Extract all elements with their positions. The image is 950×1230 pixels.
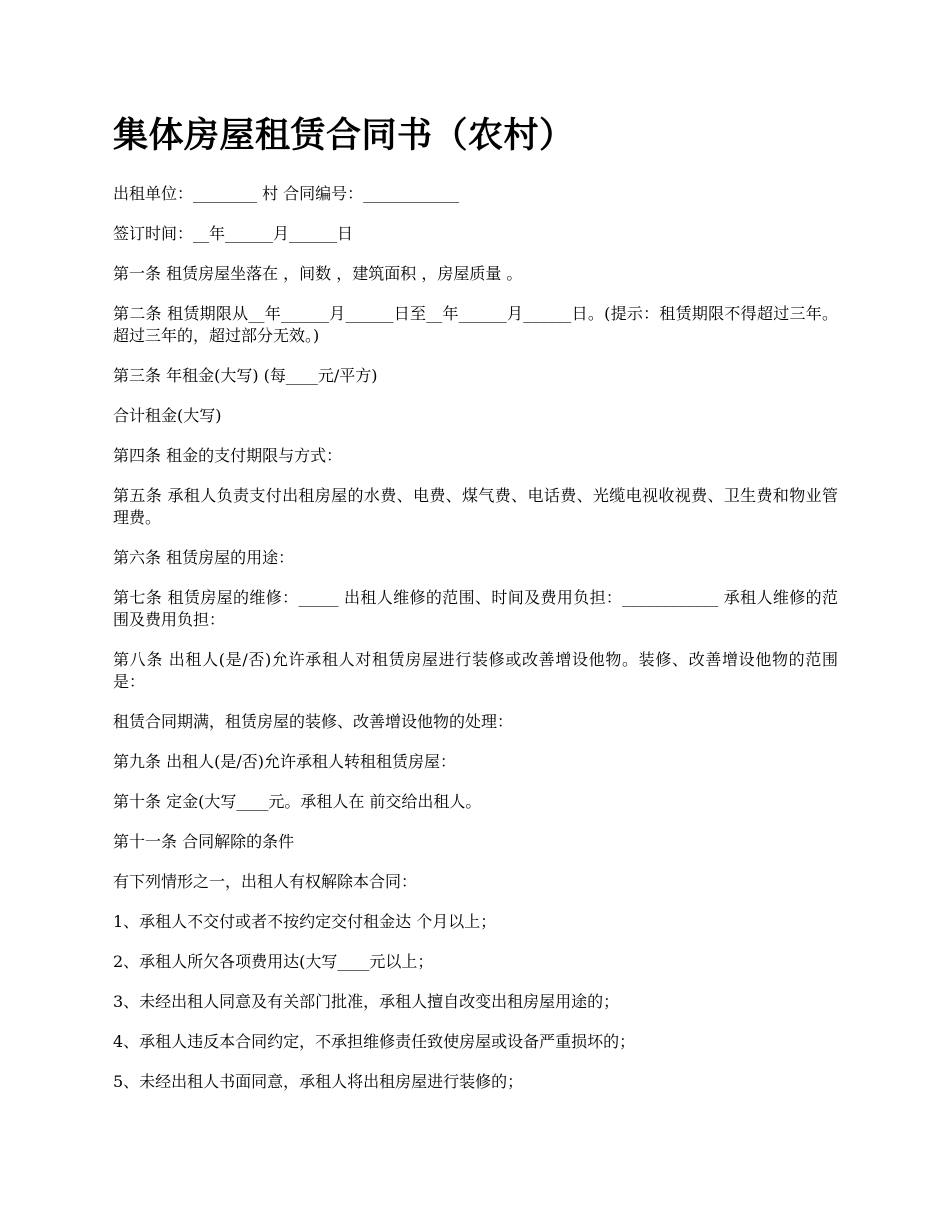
termination-item-4: 4、承租人违反本合同约定，不承担维修责任致使房屋或设备严重损坏的； bbox=[113, 1032, 636, 1051]
article-7: 第七条 租赁房屋的维修：_____ 出租人维修的范围、时间及费用负担：____________ 承租人维修的范围及费用负担： bbox=[113, 588, 838, 629]
document-title: 集体房屋租赁合同书（农村） bbox=[113, 116, 575, 156]
article-9: 第九条 出租人(是/否)允许承租人转租租赁房屋： bbox=[113, 752, 456, 771]
termination-item-1: 1、承租人不交付或者不按约定交付租金达 个月以上； bbox=[113, 912, 497, 931]
article-8: 第八条 出租人(是/否)允许承租人对租赁房屋进行装修或改善增设他物。装修、改善增设他物的范围是： bbox=[113, 650, 838, 691]
article-1: 第一条 租赁房屋坐落在 ，间数 ，建筑面积 ，房屋质量 。 bbox=[113, 264, 523, 283]
termination-item-2: 2、承租人所欠各项费用达(大写____元以上； bbox=[113, 952, 434, 971]
signing-date-line: 签订时间：__年______月______日 bbox=[113, 224, 354, 243]
article-6: 第六条 租赁房屋的用途： bbox=[113, 548, 295, 567]
termination-item-5: 5、未经出租人书面同意，承租人将出租房屋进行装修的； bbox=[113, 1072, 524, 1091]
article-2: 第二条 租赁期限从__年______月______日至__年______月______日。(提示：租赁期限不得超过三年。超过三年的，超过部分无效。) bbox=[113, 304, 838, 345]
article-5: 第五条 承租人负责支付出租房屋的水费、电费、煤气费、电话费、光缆电视收视费、卫生费和物业管理费。 bbox=[113, 486, 838, 527]
total-rent-line: 合计租金(大写) bbox=[113, 406, 222, 425]
termination-intro: 有下列情形之一，出租人有权解除本合同： bbox=[113, 872, 418, 891]
article-11: 第十一条 合同解除的条件 bbox=[113, 832, 295, 851]
article-3: 第三条 年租金(大写) (每____元/平方) bbox=[113, 366, 378, 385]
article-4: 第四条 租金的支付期限与方式： bbox=[113, 446, 343, 465]
document-page bbox=[113, 108, 838, 1111]
termination-item-3: 3、未经出租人同意及有关部门批准，承租人擅自改变出租房屋用途的； bbox=[113, 992, 620, 1011]
lease-expiry-renovation-line: 租赁合同期满，租赁房屋的装修、改善增设他物的处理： bbox=[113, 712, 514, 731]
lessor-contract-no-line: 出租单位：________ 村 合同编号：____________ bbox=[113, 184, 460, 203]
article-10: 第十条 定金(大写____元。承租人在 前交给出租人。 bbox=[113, 792, 482, 811]
